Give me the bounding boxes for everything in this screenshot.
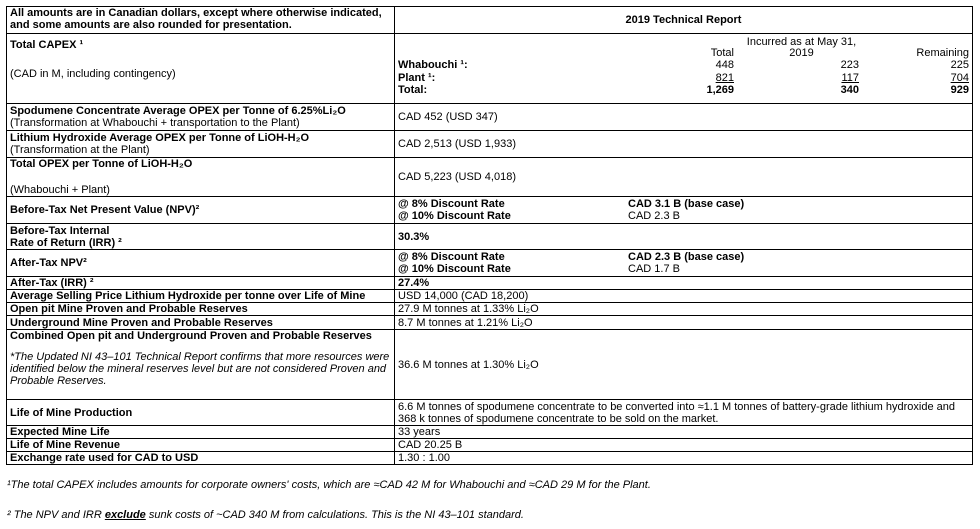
at-npv-value-8: CAD 2.3 B (base case) <box>628 250 745 263</box>
bt-npv-rate-8: @ 8% Discount Rate <box>398 197 505 210</box>
avg-price-value-cell <box>395 290 973 303</box>
fx-rate-title: Exchange rate used for CAD to USD <box>10 452 199 464</box>
table-row <box>7 277 973 290</box>
avg-price-value: USD 14,000 (CAD 18,200) <box>398 290 529 302</box>
capex-subtitle: (CAD in M, including contingency) <box>10 68 176 80</box>
capex-row-whabouchi-label: Whabouchi ¹: <box>398 59 468 71</box>
combined-value-cell <box>395 330 973 400</box>
avg-price-title: Average Selling Price Lithium Hydroxide per tonne over Life of Mine <box>10 290 366 302</box>
footnote-2-emphasis: exclude <box>104 509 146 521</box>
spodumene-opex-value-cell <box>395 104 973 131</box>
lom-production-title: Life of Mine Production <box>10 406 133 419</box>
lom-production-value-cell <box>395 400 973 426</box>
footnote-2-pre: ² The NPV and IRR <box>7 509 105 521</box>
report-title-cell <box>395 7 973 34</box>
lioh-opex-title: Lithium Hydroxide Average OPEX per Tonne of LiOH-H₂O <box>10 132 310 144</box>
footnote-2 <box>7 509 973 522</box>
combined-title: Combined Open pit and Underground Proven and Probable Reserves <box>10 330 372 342</box>
combined-label-cell <box>7 330 395 400</box>
spodumene-opex-value: CAD 452 (USD 347) <box>398 111 498 123</box>
bt-npv-rates <box>398 198 969 223</box>
fx-rate-value: 1.30 : 1.00 <box>398 452 450 464</box>
bt-npv-rate-10: @ 10% Discount Rate <box>398 210 511 222</box>
mine-life-label-cell <box>7 426 395 439</box>
table-row <box>7 426 973 439</box>
bt-irr-label-cell <box>7 224 395 250</box>
capex-total-incurred: 340 <box>840 84 859 96</box>
underground-value-cell <box>395 316 973 330</box>
table-row <box>7 250 973 277</box>
bt-npv-value-10: CAD 2.3 B <box>628 210 680 222</box>
combined-note: *The Updated NI 43–101 Technical Report confirms that more resources were identified below the mineral reserves level but are not considered Proven and Probable Reserves. <box>10 351 390 387</box>
underground-value: 8.7 M tonnes at 1.21% Li₂O <box>398 316 533 329</box>
capex-label-cell <box>7 34 395 104</box>
avg-price-label-cell <box>7 290 395 303</box>
total-opex-value-cell <box>395 158 973 197</box>
capex-col-incurred: Incurred as at May 31, 2019 <box>746 36 857 59</box>
footnote-2-post: sunk costs of ~CAD 340 M from calculations. This is the NI 43–101 standard. <box>145 509 524 521</box>
table-row <box>7 316 973 330</box>
table-row <box>7 131 973 158</box>
capex-whabouchi-total: 448 <box>715 59 734 71</box>
at-irr-value-cell <box>395 277 973 290</box>
at-npv-rate-10: @ 10% Discount Rate <box>398 263 511 275</box>
capex-plant-remaining: 704 <box>950 71 969 84</box>
total-opex-subtitle: (Whabouchi + Plant) <box>10 184 110 196</box>
table-row <box>7 400 973 426</box>
at-npv-rates <box>398 251 969 276</box>
capex-plant-total: 821 <box>715 71 734 84</box>
fx-rate-value-cell <box>395 452 973 465</box>
bt-irr-value-cell <box>395 224 973 250</box>
capex-mini-table <box>398 34 969 97</box>
capex-title: Total CAPEX ¹ <box>10 39 84 51</box>
capex-whabouchi-incurred: 223 <box>840 59 859 71</box>
capex-header-spacer <box>398 37 604 59</box>
underground-title: Underground Mine Proven and Probable Reserves <box>10 316 273 329</box>
underground-label-cell <box>7 316 395 330</box>
lom-production-value: 6.6 M tonnes of spodumene concentrate to be converted into ≈1.1 M tonnes of battery-grade lithium hydroxide and 368 k tonnes of spodumene concentrate to be sold on the market. <box>398 400 955 425</box>
at-npv-title: After-Tax NPV² <box>10 257 87 269</box>
spodumene-opex-subtitle: (Transformation at Whabouchi + transportation to the Plant) <box>10 117 300 129</box>
total-opex-title: Total OPEX per Tonne of LiOH-H₂O <box>10 158 193 170</box>
spodumene-opex-label-cell <box>7 104 395 131</box>
lom-revenue-value-cell <box>395 439 973 452</box>
bt-npv-label-cell <box>7 197 395 224</box>
capex-col-remaining: Remaining <box>916 46 969 59</box>
table-row <box>7 290 973 303</box>
at-npv-value-10: CAD 1.7 B <box>628 263 680 275</box>
lom-production-label-cell <box>7 400 395 426</box>
table-row <box>7 330 973 400</box>
fx-rate-label-cell <box>7 452 395 465</box>
bt-irr-title-line1: Before-Tax Internal <box>10 224 110 237</box>
at-irr-label-cell <box>7 277 395 290</box>
capex-whabouchi-remaining: 225 <box>950 59 969 71</box>
lom-revenue-value: CAD 20.25 B <box>398 439 463 451</box>
amounts-note: All amounts are in Canadian dollars, except where otherwise indicated, and some amounts are also rounded for presentation. <box>10 7 382 31</box>
bt-irr-value: 30.3% <box>398 230 430 243</box>
table-row <box>7 197 973 224</box>
table-row <box>7 7 973 34</box>
open-pit-title: Open pit Mine Proven and Probable Reserves <box>10 303 248 315</box>
table-row <box>7 104 973 131</box>
table-row <box>7 439 973 452</box>
capex-row-total-label: Total: <box>398 84 428 96</box>
at-npv-label-cell <box>7 250 395 277</box>
table-row <box>7 452 973 465</box>
total-opex-value: CAD 5,223 (USD 4,018) <box>398 171 516 183</box>
at-npv-rate-8: @ 8% Discount Rate <box>398 250 505 263</box>
capex-row-plant-label: Plant ¹: <box>398 71 436 84</box>
total-opex-label-cell <box>7 158 395 197</box>
technical-report-table <box>6 6 973 465</box>
report-title: 2019 Technical Report <box>625 14 742 26</box>
capex-total-remaining: 929 <box>950 84 969 96</box>
footnote-1 <box>7 479 973 492</box>
table-row <box>7 34 973 104</box>
bt-npv-title: Before-Tax Net Present Value (NPV)² <box>10 204 200 216</box>
at-npv-value-cell <box>395 250 973 277</box>
mine-life-title: Expected Mine Life <box>10 426 110 438</box>
lioh-opex-value: CAD 2,513 (USD 1,933) <box>398 138 516 150</box>
lom-revenue-title: Life of Mine Revenue <box>10 439 121 451</box>
capex-col-total: Total <box>710 46 734 59</box>
capex-values-cell <box>395 34 973 104</box>
mine-life-value: 33 years <box>398 426 441 438</box>
mine-life-value-cell <box>395 426 973 439</box>
at-irr-title: After-Tax (IRR) ² <box>10 277 94 289</box>
lioh-opex-subtitle: (Transformation at the Plant) <box>10 144 150 156</box>
bt-npv-value-cell <box>395 197 973 224</box>
bt-npv-value-8: CAD 3.1 B (base case) <box>628 197 745 210</box>
lioh-opex-value-cell <box>395 131 973 158</box>
combined-value: 36.6 M tonnes at 1.30% Li₂O <box>398 358 539 371</box>
table-row <box>7 303 973 316</box>
footnote-1-text: ¹The total CAPEX includes amounts for corporate owners' costs, which are ≈CAD 42 M for Whabouchi and ≈CAD 29 M for the Plant. <box>7 479 651 491</box>
lom-revenue-label-cell <box>7 439 395 452</box>
open-pit-value-cell <box>395 303 973 316</box>
capex-total-total: 1,269 <box>706 84 734 96</box>
bt-irr-title-line2: Rate of Return (IRR) ² <box>10 236 122 249</box>
at-irr-value: 27.4% <box>398 277 430 289</box>
open-pit-label-cell <box>7 303 395 316</box>
amounts-note-cell <box>7 7 395 34</box>
spodumene-opex-title: Spodumene Concentrate Average OPEX per Tonne of 6.25%Li₂O <box>10 105 346 117</box>
open-pit-value: 27.9 M tonnes at 1.33% Li₂O <box>398 303 539 315</box>
lioh-opex-label-cell <box>7 131 395 158</box>
capex-plant-incurred: 117 <box>841 71 859 84</box>
table-row <box>7 224 973 250</box>
table-row <box>7 158 973 197</box>
